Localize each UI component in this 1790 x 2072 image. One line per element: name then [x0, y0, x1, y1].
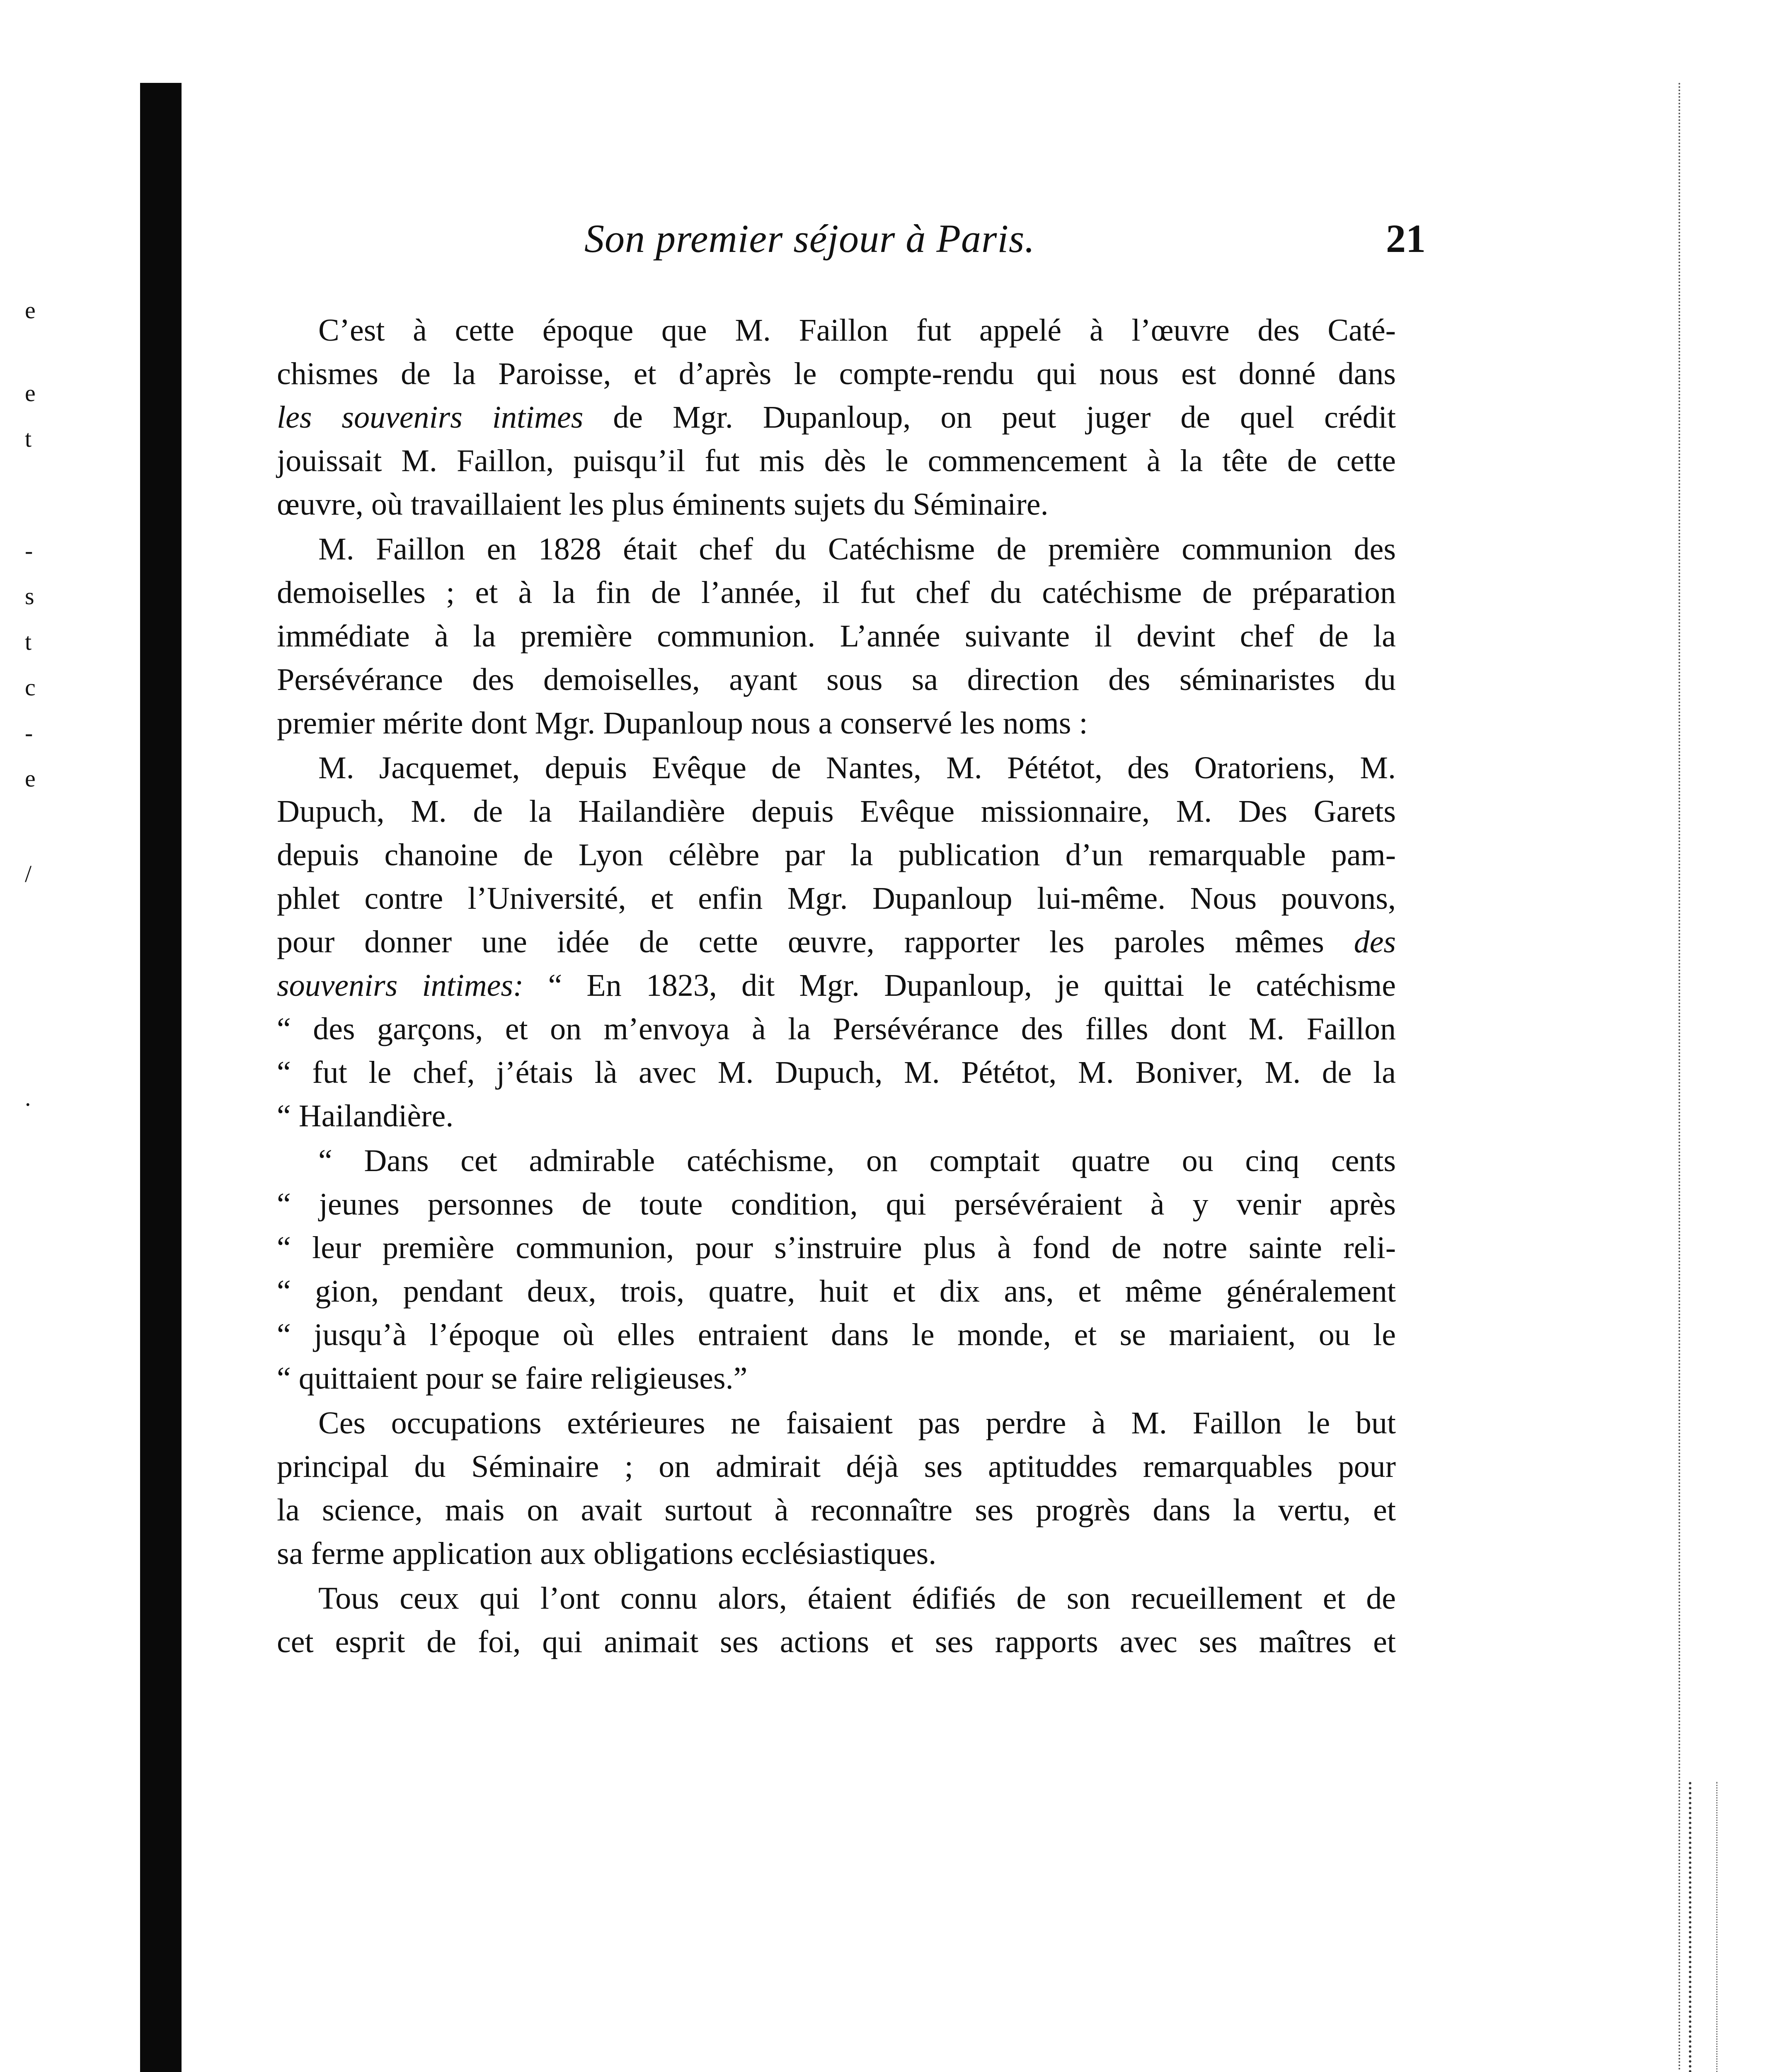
text-line: “ Hailandière. [277, 1099, 454, 1133]
text-line: pour donner une idée de cette œuvre, rapporter les paroles mêmes des [277, 925, 1396, 959]
fragment-letter: e [25, 380, 36, 407]
body-text [277, 309, 1396, 1665]
text-line: la science, mais on avait surtout à reconnaître ses progrès dans la vertu, et [277, 1493, 1396, 1527]
page-number: 21 [1386, 216, 1426, 261]
text-line: jouissait M. Faillon, puisqu’il fut mis dès le commencement à la tête de cette [277, 443, 1396, 478]
fragment-letter: s [25, 583, 34, 610]
text-line: demoiselles ; et à la fin de l’année, il fut chef du catéchisme de préparation [277, 575, 1396, 610]
fragment-letter: e [25, 297, 36, 324]
italic-phrase: des [1354, 925, 1396, 959]
fragment-letter: e [25, 765, 36, 792]
fragment-letter: t [25, 425, 32, 452]
text-line: “ gion, pendant deux, trois, quatre, huit et dix ans, et même généralement [277, 1274, 1396, 1309]
text-line: “ jeunes personnes de toute condition, qui persévéraient à y venir après [277, 1187, 1396, 1222]
paragraph [277, 528, 1396, 745]
quoted-paragraph [277, 1139, 1396, 1400]
text-line: “ des garçons, et on m’envoya à la Persévérance des filles dont M. Faillon [277, 1012, 1396, 1046]
fragment-letter: t [25, 628, 32, 655]
text-line: “ fut le chef, j’étais là avec M. Dupuch, M. Pététot, M. Boniver, M. de la [277, 1055, 1396, 1090]
text-line: M. Jacquemet, depuis Evêque de Nantes, M. Pététot, des Oratoriens, M. [318, 750, 1396, 785]
text-line: “ Dans cet admirable catéchisme, on comptait quatre ou cinq cents [318, 1143, 1396, 1178]
text-line: premier mérite dont Mgr. Dupanloup nous a conservé les noms : [277, 706, 1088, 741]
italic-phrase: les souvenirs intimes [277, 400, 584, 435]
text-line: M. Faillon en 1828 était chef du Catéchisme de première communion des [318, 532, 1396, 566]
page-edge-noise [1689, 1782, 1717, 2072]
text-line: Ces occupations extérieures ne faisaient pas perdre à M. Faillon le but [318, 1406, 1396, 1440]
text-line: immédiate à la première communion. L’année suivante il devint chef de la [277, 619, 1396, 654]
text-line: souvenirs intimes: “ En 1823, dit Mgr. Dupanloup, je quittai le catéchisme [277, 968, 1396, 1003]
page-edge [1679, 83, 1682, 2072]
binding-shadow [140, 83, 182, 2072]
fragment-letter: / [25, 860, 32, 887]
text-line: “ jusqu’à l’époque où elles entraient dans le monde, et se mariaient, ou le [277, 1317, 1396, 1352]
text-line: principal du Séminaire ; on admirait déjà ses aptituddes remarquables pour [277, 1449, 1396, 1484]
fragment-letter: - [25, 537, 33, 564]
fragment-letter: - [25, 719, 33, 746]
paragraph [277, 309, 1396, 526]
text-line: sa ferme application aux obligations ecclésiastiques. [277, 1536, 937, 1571]
text-line: “ leur première communion, pour s’instruire plus à fond de notre sainte reli- [277, 1230, 1396, 1265]
fragment-letter: c [25, 674, 36, 701]
text-line: les souvenirs intimes de Mgr. Dupanloup, on peut juger de quel crédit [277, 400, 1396, 435]
text-line: œuvre, où travaillaient les plus éminents sujets du Séminaire. [277, 487, 1049, 522]
text-line: Persévérance des demoiselles, ayant sous sa direction des séminaristes du [277, 662, 1396, 697]
fragment-letter: . [25, 1084, 31, 1111]
paragraph [277, 746, 1396, 1138]
text-line: phlet contre l’Université, et enfin Mgr. Dupanloup lui-même. Nous pouvons, [277, 881, 1396, 916]
paragraph [277, 1402, 1396, 1576]
paragraph [277, 1577, 1396, 1664]
text-line: Tous ceux qui l’ont connu alors, étaient édifiés de son recueillement et de [318, 1581, 1396, 1616]
text-line: C’est à cette époque que M. Faillon fut appelé à l’œuvre des Caté- [318, 313, 1396, 348]
page-header [572, 215, 1426, 265]
italic-phrase: souvenirs intimes: [277, 968, 524, 1003]
text-line: chismes de la Paroisse, et d’après le compte-rendu qui nous est donné dans [277, 356, 1396, 391]
text-line: Dupuch, M. de la Hailandière depuis Evêque missionnaire, M. Des Garets [277, 794, 1396, 829]
text-line: “ quittaient pour se faire religieuses.” [277, 1361, 748, 1396]
text-line: depuis chanoine de Lyon célèbre par la publication d’un remarquable pam- [277, 838, 1396, 872]
text-line: cet esprit de foi, qui animait ses actions et ses rapports avec ses maîtres et [277, 1624, 1396, 1659]
running-title: Son premier séjour à Paris. [584, 216, 1035, 261]
